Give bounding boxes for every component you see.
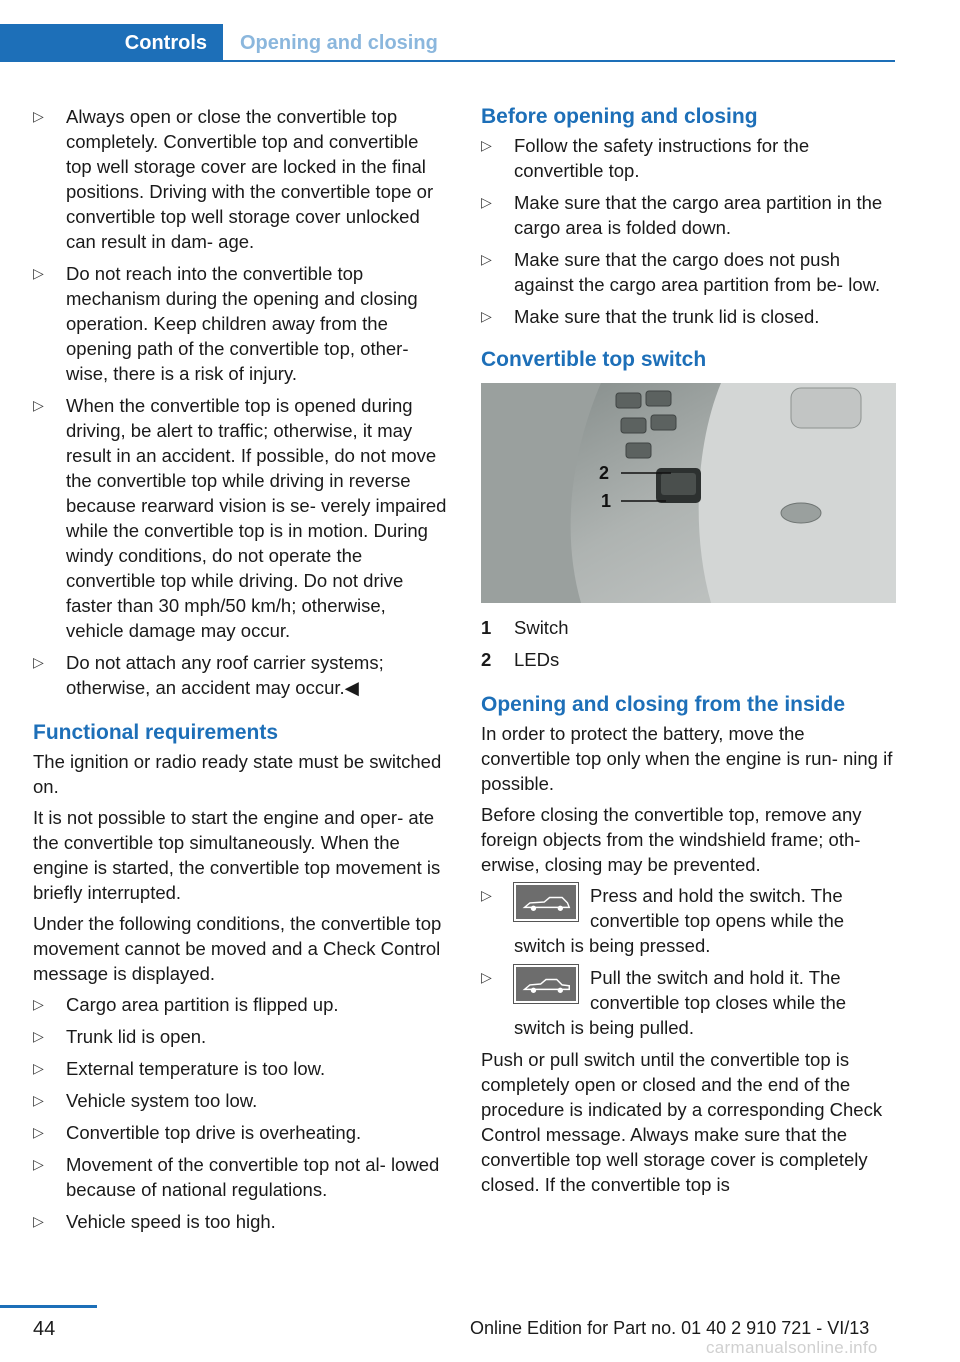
footer-divider [0,1305,97,1308]
before-text: Make sure that the cargo area partition in the cargo area is folded down. [514,192,883,238]
condition-item [33,1209,448,1234]
action-text: Press and hold the switch. The convertible top opens while the switch is being pressed. [514,885,845,956]
section-tab-label: Controls [124,31,207,54]
inside-paragraph: Before closing the convertible top, remove any foreign objects from the windshield frame; oth‐ erwise, closing may be prevented. [481,804,862,875]
triangle-bullet-icon: ▷ [481,887,492,903]
inside-paragraph: In order to protect the battery, move the convertible top only when the engine is run‐ ning if possible. [481,723,893,794]
convertible-open-icon [514,883,578,921]
edition-text: Online Edition for Part no. 01 40 2 910 721 - VI/13 [470,1318,870,1338]
triangle-bullet-icon: ▷ [33,1092,44,1108]
before-item [481,133,897,183]
warning-text: When the convertible top is opened during driving, be alert to traffic; otherwise, it may result in an accident. If possible, do not move the convertible top while driving in reverse because rearward vision is se‐ verely impaired while the convertible top is in motion. During windy conditions, do not operate the convertible top while driving. Do not drive faster than 30 mph/50 km/h; otherwise, vehicle damage may occur. [66,395,447,641]
triangle-bullet-icon: ▷ [33,1213,44,1229]
before-text: Make sure that the cargo does not push against the cargo area partition from be‐ low. [514,249,881,295]
condition-item [33,1088,448,1113]
left-column [33,104,448,1241]
before-text: Follow the safety instructions for the convertible top. [514,135,810,181]
page-number: 44 [33,1318,56,1340]
right-column [481,104,897,1203]
legend-number: 1 [481,617,492,638]
convertible-switch-photo [481,383,896,603]
functional-paragraph: The ignition or radio ready state must be switched on. [33,751,442,797]
triangle-bullet-icon: ▷ [33,996,44,1012]
warning-item [33,393,448,643]
triangle-bullet-icon: ▷ [481,308,492,324]
condition-text: Movement of the convertible top not al‐ lowed because of national regulations. [66,1154,440,1200]
subsection-tab-label: Opening and closing [240,31,438,54]
triangle-bullet-icon: ▷ [33,1028,44,1044]
condition-item [33,1152,448,1202]
functional-requirements-heading: Functional requirements [33,721,279,744]
warning-text: Always open or close the convertible top completely. Convertible top and convertible top well storage cover are locked in the final positions. Driving with the convertible tope or convertible top well storage cover unlocked can result in dam‐ age. [66,106,434,252]
condition-item [33,992,448,1017]
warning-item [33,261,448,386]
convertible-close-icon [514,965,578,1003]
legend-item [481,615,897,640]
section-tab[interactable] [0,24,223,62]
condition-text: Vehicle system too low. [66,1090,258,1111]
condition-text: External temperature is too low. [66,1058,326,1079]
action-item [481,965,897,1040]
header-divider [0,60,895,62]
legend-label: Switch [514,617,569,638]
triangle-bullet-icon: ▷ [33,1124,44,1140]
triangle-bullet-icon: ▷ [33,397,44,413]
triangle-bullet-icon: ▷ [481,251,492,267]
condition-text: Trunk lid is open. [66,1026,207,1047]
before-item [481,304,897,329]
condition-item [33,1024,448,1049]
triangle-bullet-icon: ▷ [481,194,492,210]
warning-text: Do not reach into the convertible top mechanism during the opening and closing operation. Keep children away from the opening path of the convertible top, other‐ wise, there is a risk of injury. [66,263,418,384]
convertible-switch-heading: Convertible top switch [481,348,707,371]
condition-text: Vehicle speed is too high. [66,1211,276,1232]
warning-text: Do not attach any roof carrier systems; otherwise, an accident may occur.◀ [66,652,384,698]
photo-label-2: 2 [599,463,610,483]
subsection-tab[interactable] [240,24,438,62]
legend-label: LEDs [514,649,560,670]
triangle-bullet-icon: ▷ [33,265,44,281]
before-item [481,190,897,240]
triangle-bullet-icon: ▷ [33,1060,44,1076]
legend-number: 2 [481,649,492,670]
triangle-bullet-icon: ▷ [481,137,492,153]
legend-item [481,647,897,672]
triangle-bullet-icon: ▷ [481,969,492,985]
functional-paragraph: Under the following conditions, the convertible top movement cannot be moved and a Check Control message is displayed. [33,913,442,984]
condition-text: Cargo area partition is flipped up. [66,994,339,1015]
action-text: Pull the switch and hold it. The convertible top closes while the switch is being pulled. [514,967,847,1038]
triangle-bullet-icon: ▷ [33,654,44,670]
warning-item [33,650,448,700]
before-item [481,247,897,297]
condition-text: Convertible top drive is overheating. [66,1122,362,1143]
warning-item [33,104,448,254]
watermark: carmanualsonline.info [706,1338,878,1357]
photo-label-1: 1 [601,491,612,511]
action-item [481,883,897,958]
before-text: Make sure that the trunk lid is closed. [514,306,820,327]
inside-paragraph: Push or pull switch until the convertible top is completely open or closed and the end of the procedure is indicated by a corresponding Check Control message. Always make sure that the convertible top well storage cover is completely closed. If the convertible top is [481,1049,883,1195]
triangle-bullet-icon: ▷ [33,1156,44,1172]
condition-item [33,1120,448,1145]
condition-item [33,1056,448,1081]
page-header [0,0,960,64]
opening-closing-inside-heading: Opening and closing from the inside [481,693,846,716]
triangle-bullet-icon: ▷ [33,108,44,124]
before-opening-heading: Before opening and closing [481,105,758,128]
functional-paragraph: It is not possible to start the engine and oper‐ ate the convertible top simultaneously. When the engine is started, the convertible top movement is briefly interrupted. [33,807,441,903]
